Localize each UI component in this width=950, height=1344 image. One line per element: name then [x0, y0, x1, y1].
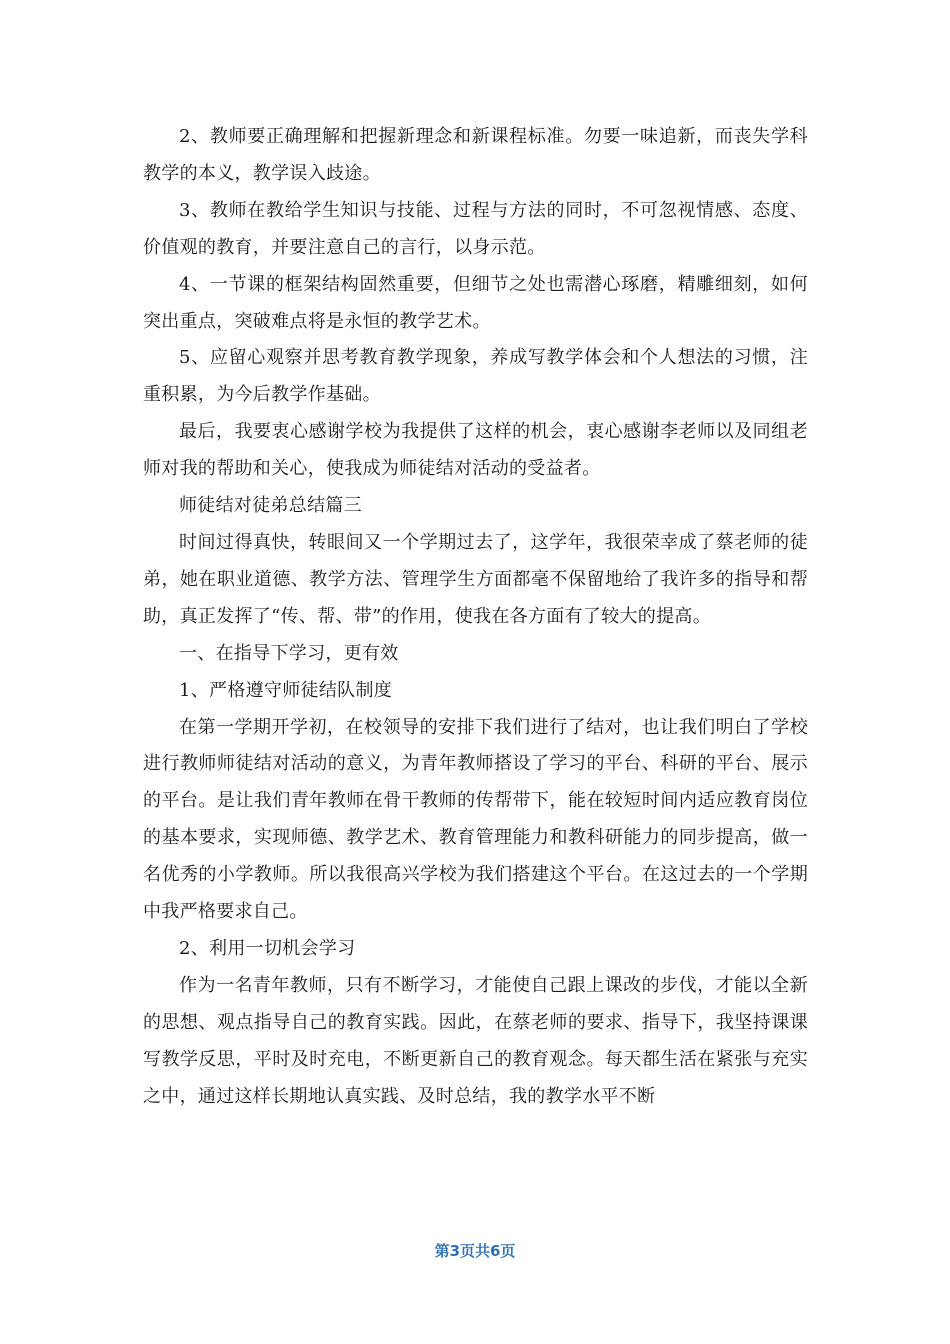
subheading-opportunities: 2、利用一切机会学习 [179, 937, 356, 959]
paragraph-point-2: 2、教师要正确理解和把握新理念和新课程标准。勿要一味追新，而丧失学科教学的本义，教学误入歧途。 [143, 126, 808, 184]
section-heading: 师徒结对徒弟总结篇三 [179, 495, 362, 517]
document-body [143, 119, 808, 1115]
subheading-learning: 一、在指导下学习，更有效 [179, 642, 399, 664]
paragraph-first-term: 在第一学期开学初，在校领导的安排下我们进行了结对，也让我们明白了学校进行教师师徒结对活动的意义，为青年教师搭设了学习的平台、科研的平台、展示的平台。是让我们青年教师在骨干教师的传帮带下，能在较短时间内适应教育岗位的基本要求，实现师德、教学艺术、教育管理能力和教科研能力的同步提高，做一名优秀的小学教师。所以我很高兴学校为我们搭建这个平台。在这过去的一个学期中我严格要求自己。 [143, 716, 808, 923]
paragraph-point-3: 3、教师在教给学生知识与技能、过程与方法的同时，不可忽视情感、态度、价值观的教育，并要注意自己的言行，以身示范。 [143, 199, 808, 258]
paragraph-young-teacher: 作为一名青年教师，只有不断学习，才能使自己跟上课改的步伐，才能以全新的思想、观点指导自己的教育实践。因此，在蔡老师的要求、指导下，我坚持课课写教学反思，平时及时充电，不断更新自己的教育观念。每天都生活在紧张与充实之中，通过这样长期地认真实践、及时总结，我的教学水平不断 [143, 974, 808, 1107]
page-number: 第3页共6页 [434, 1242, 516, 1260]
paragraph-point-4: 4、一节课的框架结构固然重要，但细节之处也需潜心琢磨，精雕细刻，如何突出重点，突破难点将是永恒的教学艺术。 [143, 273, 808, 332]
paragraph-point-5: 5、应留心观察并思考教育教学现象，养成写教学体会和个人想法的习惯，注重积累，为今后教学作基础。 [143, 347, 808, 406]
paragraph-intro: 时间过得真快，转眼间又一个学期过去了，这学年，我很荣幸成了蔡老师的徒弟，她在职业道德、教学方法、管理学生方面都毫不保留地给了我许多的指导和帮助，真正发挥了“传、帮、带”的作用，使我在各方面有了较大的提高。 [143, 531, 808, 627]
paragraph-thanks: 最后，我要衷心感谢学校为我提供了这样的机会，衷心感谢李老师以及同组老师对我的帮助和关心，使我成为师徒结对活动的受益者。 [143, 421, 808, 480]
subheading-rules: 1、严格遵守师徒结队制度 [179, 679, 393, 701]
